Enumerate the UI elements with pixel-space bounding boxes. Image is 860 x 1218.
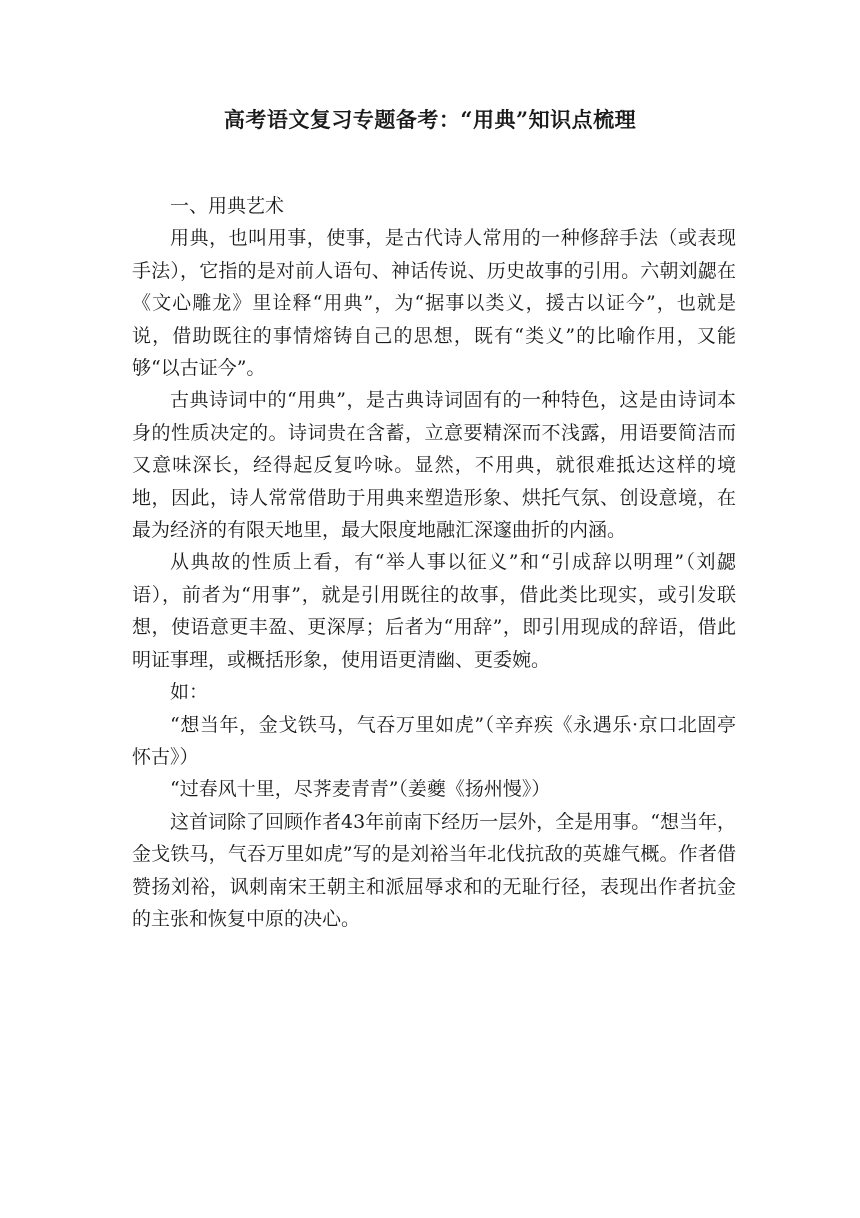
paragraph: 从典故的性质上看，有“举人事以征义”和“引成辞以明理”（刘勰语），前者为“用事”，就是引用既往的故事，借此类比现实，或引发联想，使语意更丰盈、更深厚；后者为“用辞”，即引用现成的辞语，借此明证事理，或概括形象，使用语更清幽、更委婉。 (132, 551, 736, 671)
paragraph: 这首词除了回顾作者43年前南下经历一层外，全是用事。“想当年，金戈铁马，气吞万里如虎”写的是刘裕当年北伐抗敌的英雄气概。作者借赞扬刘裕，讽刺南宋王朝主和派屈辱求和的无耻行径，表现出作者抗金的主张和恢复中原的决心。 (132, 810, 736, 930)
document-title: 高考语文复习专题备考：“用典”知识点梳理 (223, 107, 637, 132)
paragraph: 古典诗词中的“用典”，是古典诗词固有的一种特色，这是由诗词本身的性质决定的。诗词贵在含蓄，立意要精深而不浅露，用语要简洁而又意味深长，经得起反复吟咏。显然，不用典，就很难抵达这样的境地，因此，诗人常常借助于用典来塑造形象、烘托气氛、创设意境，在最为经济的有限天地里，最大限度地融汇深邃曲折的内涵。 (132, 389, 736, 542)
document-body (132, 190, 736, 935)
quote-line: “想当年，金戈铁马，气吞万里如虎”（辛弃疾《永遇乐·京口北固亭怀古》） (132, 713, 736, 768)
paragraph: 如： (170, 681, 209, 704)
paragraph: 用典，也叫用事，使事，是古代诗人常用的一种修辞手法（或表现手法），它指的是对前人语句、神话传说、历史故事的引用。六朝刘勰在《文心雕龙》里诠释“用典”，为“据事以类义，援古以证今”，也就是说，借助既往的事情熔铸自己的思想，既有“类义”的比喻作用，又能够“以古证今”。 (132, 227, 736, 380)
quote-line: “过春风十里，尽荠麦青青”（姜夔《扬州慢》） (170, 778, 551, 801)
section-heading: 一、用典艺术 (170, 195, 285, 217)
